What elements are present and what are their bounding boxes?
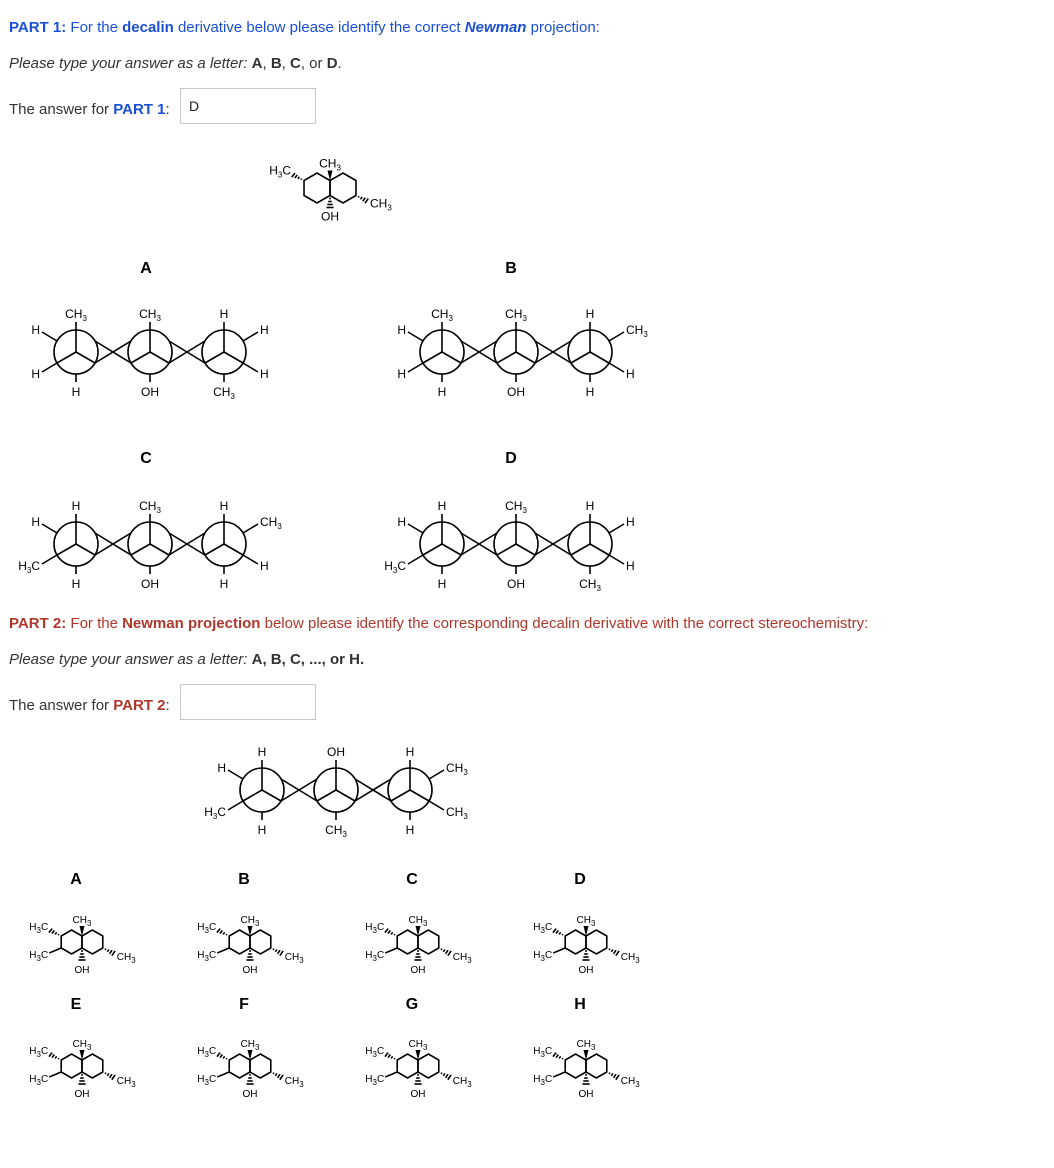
option-letter: C [406,871,418,888]
front-bond [571,544,590,555]
front-bond [262,790,281,801]
atom-label: $H_3C$ [29,922,49,935]
part2-instr-a: Please type your answer as a letter: [9,651,252,668]
atom-label: $H_3C$ [197,1046,217,1059]
hash-bond [58,934,59,935]
hash-bond [49,929,52,933]
hash-bond [363,198,365,202]
atom-label: H [405,745,415,759]
atom-label: $H_3C$ [533,1074,553,1087]
outer-bond [609,524,624,533]
option-letter: G [405,996,419,1013]
atom-label: $CH_3$ [65,307,87,323]
option-letter: D [574,871,586,888]
hash-bond [385,1072,397,1077]
atom-label: $CH_3$ [505,499,527,515]
part2-q-c: below please identify the corresponding decalin derivative with the correct stereochemistry: [260,615,869,632]
part1-q-c: derivative below please identify the correct [173,19,465,36]
hash-bond [220,931,222,934]
outer-bond [243,524,258,533]
atom-label: $CH_3$ [505,307,527,323]
atom-label: H [626,515,635,529]
atom-label: $H_3C$ [365,922,385,935]
hash-bond [562,1058,563,1059]
hash-bond [443,1073,445,1075]
part1-q-a: For the [70,19,123,36]
option-letter: B [238,871,250,888]
decalin-option-A [29,915,136,976]
atom-label: H [397,515,406,529]
hash-bond [52,1055,54,1058]
atom-label: $CH_3$ [452,1076,472,1089]
front-bond [76,544,95,555]
outer-bond [42,555,57,564]
hash-bond [280,951,283,956]
atom-label: OH [578,965,594,976]
outer-bond [408,332,423,341]
atom-label: $CH_3$ [240,1039,260,1052]
atom-label: OH [507,577,525,591]
atom-label: $H_3C$ [365,1046,385,1059]
hash-bond [441,949,442,950]
part2-answer-label: The answer for PART 2: [9,697,170,714]
atom-label: H [585,385,595,399]
hash-bond [278,950,280,954]
front-bond [57,352,76,363]
atom-label: $CH_3$ [626,323,648,339]
atom-label: OH [327,745,345,759]
outer-bond [243,363,258,372]
atom-label: H [219,307,229,321]
option-letter: D [505,450,517,467]
part1-answer-value: D [189,98,200,114]
atom-label: $CH_3$ [139,499,161,515]
atom-label: H [585,499,595,513]
atom-label: $CH_3$ [452,952,472,965]
ring-left [61,1054,82,1078]
decalin-option-B [197,915,304,976]
atom-label: $CH_3$ [431,307,453,323]
atom-label: OH [242,1089,258,1100]
front-bond [57,544,76,555]
atom-label: H [260,367,269,381]
atom-label: $CH_3$ [284,952,304,965]
front-bond [224,544,243,555]
hash-bond [112,1075,115,1080]
front-bond [410,790,429,801]
atom-label: H [71,499,81,513]
hash-bond [614,1074,616,1078]
hash-bond [55,1056,57,1058]
atom-label: H [219,577,229,591]
part1-q-b: decalin [122,19,174,36]
part1-instructions: Please type your answer as a letter: A, B, C, or D. [9,55,342,72]
hash-bond [559,1056,561,1058]
atom-label: H [31,323,40,337]
front-bond [590,352,609,363]
hash-bond [385,1053,388,1057]
hash-bond [391,1056,393,1058]
outer-bond [42,363,57,372]
newman-option-D [384,499,634,593]
hash-bond [385,929,388,933]
atom-label: $CH_3$ [620,952,640,965]
atom-label: $CH_3$ [240,915,260,928]
atom-label: $H_3C$ [204,805,226,821]
hash-bond [105,1073,106,1074]
atom-label: $H_3C$ [365,950,385,963]
hash-bond [105,949,106,950]
front-bond [391,790,410,801]
hash-bond [609,1073,610,1074]
atom-label: $H_3C$ [533,1046,553,1059]
atom-label: H [257,745,267,759]
front-bond [150,352,169,363]
hash-bond [110,1074,112,1078]
atom-label: OH [507,385,525,399]
front-bond [224,352,243,363]
hash-bond [365,198,368,203]
part2-title: PART 2: [9,615,67,632]
atom-label: H [260,559,269,573]
atom-label: $H_3C$ [384,559,406,575]
front-bond [516,544,535,555]
front-bond [317,790,336,801]
hash-bond [273,1073,274,1074]
atom-label: $CH_3$ [446,805,468,821]
atom-label: $CH_3$ [139,307,161,323]
hash-bond [448,951,451,956]
atom-label: $CH_3$ [116,952,136,965]
atom-label: H [437,385,447,399]
ring-left [397,930,418,954]
outer-bond [408,363,423,372]
atom-label: $H_3C$ [18,559,40,575]
atom-label: H [626,559,635,573]
hash-bond [394,934,395,935]
atom-label: H [217,761,226,775]
hash-bond [388,931,390,934]
hash-bond [394,1058,395,1059]
part1-instr-a: Please type your answer as a letter: [9,55,252,72]
atom-label: $CH_3$ [284,1076,304,1089]
atom-label: $H_3C$ [197,922,217,935]
decalin-option-G [365,1039,472,1100]
atom-label: OH [74,1089,90,1100]
hash-bond [223,932,225,934]
part1-instr-C: C [290,55,301,72]
atom-label: $H_3C$ [269,163,292,180]
hash-bond [49,948,61,953]
hash-bond [385,948,397,953]
atom-label: $H_3C$ [197,950,217,963]
part1-instr-D: D [326,55,338,72]
atom-label: $H_3C$ [533,950,553,963]
hash-bond [358,196,359,197]
hash-bond [278,1074,280,1078]
atom-label: OH [141,577,159,591]
option-letter: E [70,996,82,1013]
atom-label: $CH_3$ [116,1076,136,1089]
part2-newman [204,745,468,839]
atom-label: H [585,307,595,321]
option-letter: F [239,996,249,1013]
ring-right [586,930,607,954]
ring-right [418,1054,439,1078]
atom-label: $H_3C$ [29,950,49,963]
decalin-option-F [197,1039,304,1100]
atom-label: $H_3C$ [533,922,553,935]
ring-left [565,1054,586,1078]
atom-label: $CH_3$ [620,1076,640,1089]
hash-bond [616,1075,619,1080]
part1-instr-B: B [270,55,282,72]
hash-bond [107,1073,109,1075]
front-bond [336,790,355,801]
front-bond [571,352,590,363]
hash-bond [448,1075,451,1080]
hash-bond [52,931,54,934]
part1-answer-label-text: The answer for [9,101,114,118]
front-bond [442,544,461,555]
hash-bond [298,177,300,179]
atom-label: $H_3C$ [197,1074,217,1087]
outer-bond [243,332,258,341]
outer-bond [408,555,423,564]
atom-label: H [219,499,229,513]
hash-bond [361,197,363,199]
hash-bond [226,1058,227,1059]
outer-bond [408,524,423,533]
atom-label: $H_3C$ [29,1046,49,1059]
ring-right [82,930,103,954]
hash-bond [446,1074,448,1078]
decalin-option-D [533,915,640,976]
front-bond [150,544,169,555]
hash-bond [273,949,274,950]
ring-left [397,1054,418,1078]
atom-label: H [257,823,267,837]
hash-bond [49,1072,61,1077]
ring-right [586,1054,607,1078]
outer-bond [609,363,624,372]
front-bond [423,544,442,555]
decalin-option-E [29,1039,136,1100]
hash-bond [388,1055,390,1058]
atom-label: OH [74,965,90,976]
front-bond [205,352,224,363]
hash-bond [556,931,558,934]
atom-label: H [71,385,81,399]
atom-label: H [405,823,415,837]
part1-answer-label: The answer for PART 1: [9,101,170,118]
hash-bond [55,932,57,934]
atom-label: $CH_3$ [325,823,347,839]
hash-bond [611,949,613,951]
option-letter: C [140,450,152,467]
hash-bond [280,1075,283,1080]
hash-bond [441,1073,442,1074]
ring-left [565,930,586,954]
hash-bond [553,948,565,953]
ring-left [229,930,250,954]
hash-bond [611,1073,613,1075]
hash-bond [443,949,445,951]
ring-right [250,1054,271,1078]
atom-label: OH [141,385,159,399]
outer-bond [429,770,444,779]
hash-bond [292,173,295,177]
front-bond [243,790,262,801]
ring-left [304,173,330,203]
front-bond [76,352,95,363]
front-bond [205,544,224,555]
atom-label: $CH_3$ [408,915,428,928]
hash-bond [217,929,220,933]
ring-right [330,173,356,203]
part2-q-b: Newman projection [122,615,261,632]
part1-q-e: projection: [526,19,600,36]
front-bond [516,352,535,363]
newman-option-B [397,307,648,399]
hash-bond [107,949,109,951]
ring-right [82,1054,103,1078]
part1-instr-or: , or [300,55,327,72]
hash-bond [559,932,561,934]
atom-label: $CH_3$ [576,915,596,928]
atom-label: $CH_3$ [576,1039,596,1052]
front-bond [423,352,442,363]
atom-label: $CH_3$ [579,577,601,593]
hash-bond [295,175,297,178]
ring-right [418,930,439,954]
atom-label: H [31,515,40,529]
part2-answer-label-part: PART 2 [113,697,166,714]
hash-bond [301,179,302,180]
decalin-option-C [365,915,472,976]
atom-label: H [31,367,40,381]
atom-label: OH [578,1089,594,1100]
outer-bond [228,770,243,779]
outer-bond [42,524,57,533]
hash-bond [553,1053,556,1057]
hash-bond [562,934,563,935]
front-bond [131,352,150,363]
ring-right [250,930,271,954]
outer-bond [609,555,624,564]
ring-left [61,930,82,954]
option-letter: A [70,871,82,888]
hash-bond [112,951,115,956]
atom-label: $H_3C$ [29,1074,49,1087]
hash-bond [217,1053,220,1057]
outer-bond [228,801,243,810]
atom-label: $CH_3$ [446,761,468,777]
hash-bond [614,950,616,954]
ring-left [229,1054,250,1078]
part1-q-d: Newman [464,19,527,36]
part2-q-a: For the [66,615,123,632]
hash-bond [217,1072,229,1077]
front-bond [590,544,609,555]
atom-label: $CH_3$ [213,385,235,401]
hash-bond [275,949,277,951]
hash-bond [556,1055,558,1058]
atom-label: $H_3C$ [365,1074,385,1087]
atom-label: $CH_3$ [260,515,282,531]
atom-label: OH [410,965,426,976]
hash-bond [220,1055,222,1058]
hash-bond [110,950,112,954]
part1-decalin [269,157,392,224]
outer-bond [42,332,57,341]
hash-bond [446,950,448,954]
atom-label: $CH_3$ [408,1039,428,1052]
atom-label: H [626,367,635,381]
part1-title: PART 1: [9,19,67,36]
part1-answer-label-part: PART 1 [113,101,166,118]
option-letter: H [574,996,586,1013]
decalin-option-H [533,1039,640,1100]
atom-label: OH [410,1089,426,1100]
part2-instr-list: A, B, C, ..., or H. [251,651,365,668]
hash-bond [391,932,393,934]
hash-bond [49,1053,52,1057]
hash-bond [553,929,556,933]
front-bond [131,544,150,555]
atom-label: H [437,577,447,591]
option-letter: A [140,260,152,277]
option-letter: B [505,260,517,277]
front-bond [442,352,461,363]
atom-label: $CH_3$ [72,915,92,928]
atom-label: H [397,323,406,337]
hash-bond [58,1058,59,1059]
hash-bond [609,949,610,950]
outer-bond [429,801,444,810]
atom-label: H [437,499,447,513]
atom-label: H [71,577,81,591]
part2-answer-label-text: The answer for [9,697,114,714]
part1-instr-A: A [251,55,263,72]
front-bond [497,544,516,555]
atom-label: H [397,367,406,381]
hash-bond [616,951,619,956]
newman-option-C [18,499,282,591]
newman-option-A [31,307,268,401]
atom-label: $CH_3$ [319,156,341,173]
hash-bond [226,934,227,935]
front-bond [497,352,516,363]
atom-label: $CH_3$ [369,196,392,213]
outer-bond [609,332,624,341]
atom-label: $CH_3$ [72,1039,92,1052]
hash-bond [217,948,229,953]
atom-label: H [260,323,269,337]
hash-bond [275,1073,277,1075]
outer-bond [243,555,258,564]
hash-bond [223,1056,225,1058]
atom-label: OH [321,209,339,224]
atom-label: OH [242,965,258,976]
hash-bond [553,1072,565,1077]
